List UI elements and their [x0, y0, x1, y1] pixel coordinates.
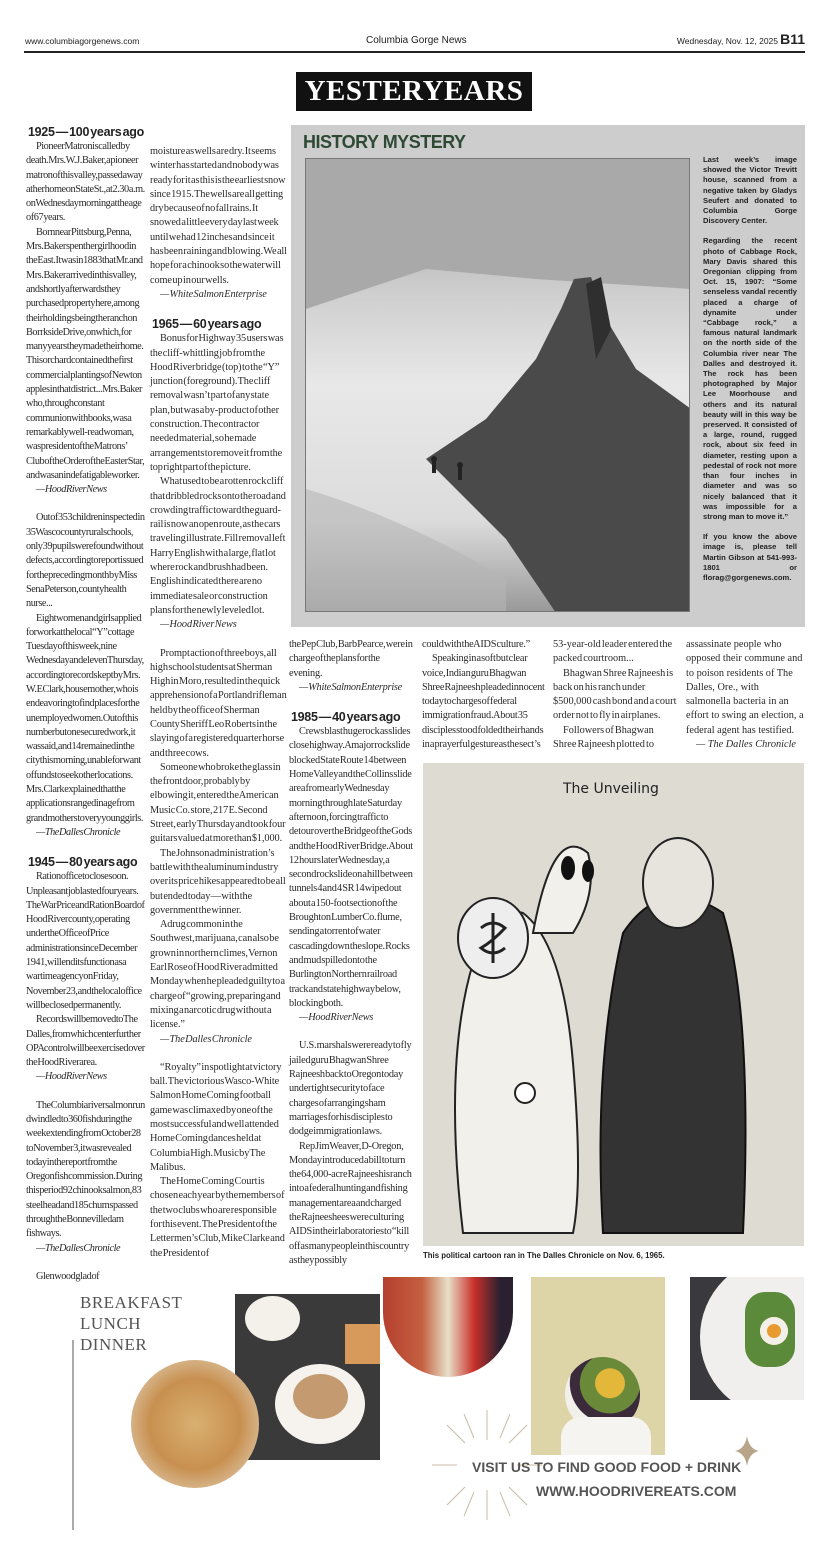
- item-spacer: [150, 302, 287, 316]
- era-heading: 1925 — 100 years ago: [28, 125, 144, 139]
- article-column-2: [150, 145, 287, 1261]
- item-spacer: [150, 1047, 287, 1061]
- page-number: B11: [780, 31, 805, 47]
- article-column-5: [553, 638, 677, 752]
- mystery-paragraph: Regarding the recent photo of Cabbage Rock, Mary Davis shared this Oregonian clipping from Oct. 15, 1907: “Some senseless vandal recently placed a charge of dynamite under “Cabbage rock,” a famous natural landmark on the north side of the Columbia river near The Dalles and destroyed it. The rock has been photographed by Major Lee Moorhouse and others and its natural beauty will in this way be preserved. It consisted of a large, round, rugged rock, about six feed in diameter, resting upon a pedestal of rock not more than four inches in diameter and was so nicely balanced that it was impossible for a strong man to move it.”: [703, 236, 797, 521]
- cartoon-title: The Unveiling: [563, 781, 659, 797]
- item-spacer: [26, 497, 145, 511]
- source-attribution: — The Dalles Chronicle: [36, 826, 121, 838]
- era-heading: 1945 — 80 years ago: [28, 855, 138, 870]
- article-paragraph: Glenwood glad of: [36, 1270, 100, 1282]
- article-paragraph: What used to be a rotten rock cliff that dribbled rocks onto the road and crowding traffic toward the guard-rail is now an open route, as the cars traveling illustrate. Fill removal left Harry English with a large, flat lot where rock and brush had been. English indicated there are no immediate sale or construction plans for the newly leveled lot.: [150, 476, 286, 616]
- item-spacer: [26, 1256, 145, 1270]
- source-attribution: — The Dalles Chronicle: [160, 1033, 252, 1045]
- header-rule: [24, 51, 805, 53]
- era-heading: 1985 — 40 years ago: [291, 710, 401, 725]
- source-attribution: — White Salmon Enterprise: [299, 681, 403, 693]
- article-paragraph: Bonus for Highway 35 users was the cliff-whittling job from the Hood River bridge (top) to the “Y” junction (foreground). The cliff removal wasn’t part of any state plan, but was a by-product of other construction. The contractor needed material, so he made arrangements to remove it from the top right part of the picture.: [150, 333, 284, 473]
- article-paragraph: Followers of Bhagwan Shree Rajneesh plotted to: [553, 724, 655, 751]
- article-paragraph: “Royalty” in spotlight at victory ball. The victorious Wasco-White Salmon Home Coming football game was climaxed by one of the most successful and well attended Home Coming dances held at Columbia High. Music by The Malibus.: [150, 1061, 282, 1173]
- article-paragraph: Someone who broke the glass in the front door, probably by elbowing it, entered the American Music Co. store, 217 E. Second Street, early Thursday and took four guitars valued at more than $1,000.: [150, 761, 286, 845]
- article-paragraph: Records will be moved to The Dalles, from which center further OPA control will be exercised over the Hood River area.: [26, 1014, 145, 1069]
- article-paragraph: Out of 353 children inspected in 35 Wasco county rural schools, only 39 pupils were found without defects, according to report issued for the preceding month b y Miss Sena Peterson, county health nurse...: [26, 512, 145, 610]
- pasta-photo: [131, 1360, 259, 1488]
- cartoon-caption: This political cartoon ran in The Dalles Chronicle on Nov. 6, 1965.: [423, 1251, 665, 1260]
- source-attribution: — The Dalles Chronicle: [36, 1242, 121, 1254]
- source-attribution: — The Dalles Chronicle: [696, 739, 797, 751]
- grain-bowl-photo: [531, 1277, 665, 1455]
- ad-word-dinner: DINNER: [80, 1335, 148, 1354]
- ad-website-link[interactable]: WWW.HOODRIVEREATS.COM: [536, 1483, 737, 1499]
- source-attribution: — Hood River News: [160, 619, 237, 631]
- item-spacer: [289, 1025, 413, 1039]
- item-spacer: [26, 1085, 145, 1099]
- article-paragraph: Speaking in a soft but clear voice, Indian guru Bhagwan Shree Rajneesh pleaded innocent today to charges of federal immigration fraud. About 35 disciples stood folded their hands in a prayerful gesture as the sect’s: [422, 653, 545, 751]
- source-attribution: — White Salmon Enterprise: [160, 288, 267, 300]
- source-attribution: — Hood River News: [36, 1071, 107, 1083]
- newspaper-name: Columbia Gorge News: [366, 35, 467, 46]
- article-paragraph: 53-year-old leader entered the packed courtroom...: [553, 639, 673, 665]
- article-paragraph: could with the AIDS culture.”: [422, 639, 531, 650]
- article-paragraph: U.S. marshals were ready to fly jailed guru Bhagwan Shree Rajneesh back to Oregon today under tight security to face charges of arranging sham marriages for his disciples to dodge immigration laws.: [289, 1040, 412, 1138]
- political-cartoon: [423, 763, 804, 1246]
- article-paragraph: assassinate people who opposed their commune and to poison residents of The Dalles, Ore., with salmonella bacteria in an effort to swing an election, a federal agent has testified.: [686, 639, 804, 736]
- article-paragraph: Prompt action of three boys, all high school students at Sherman High in Moro, resulted in the quick apprehension of a Portland rifleman held by the office of Sherman County Sheriff Leo Roberts in the slaying of a registered quarter horse and three cows.: [150, 647, 287, 759]
- article-column-1: [26, 124, 145, 1284]
- article-paragraph: Rep Jim Weaver, D-Oregon, Monday introduced a bill to turn the 64,000-acre Rajneeshis ranch into a federal hunting and fishing management area and charged the Rajneeshees were culturing AIDS in their laboratories to “kill off as many people in this country as they possibly: [289, 1140, 412, 1266]
- history-mystery-title: HISTORY MYSTERY: [303, 132, 466, 152]
- source-attribution: — Hood River News: [36, 484, 107, 496]
- history-mystery-text: [703, 155, 797, 593]
- ad-tagline: VISIT US TO FIND GOOD FOOD + DRINK: [472, 1459, 742, 1475]
- item-spacer: [150, 633, 287, 647]
- avocado-toast-photo: [690, 1277, 804, 1400]
- article-column-4: [422, 638, 546, 752]
- article-paragraph: Bhagwan Shree Rajneesh is back on his ranch under $500,000 cash bond and a court order not to fly in airplanes.: [553, 667, 677, 722]
- article-paragraph: Pioneer Matron is called by death. Mrs. W. J. Baker, a pioneer matron of this valley, passed away at her home on State St., at 2.30 a.m. on Wednesday morning at the age of 67 years.: [26, 141, 145, 224]
- section-banner: YESTERYEARS: [296, 72, 532, 111]
- article-paragraph: The Columbia river salmon run dwindled to 360 fish during the week extending from October 28 to November 3, it was revealed today in the report from the Oregon fish commission. During this period 92 chinook salmon, 83 steelhead and 185 chums passed through the Bonneville dam fishways.: [26, 1099, 145, 1240]
- ad-divider: [72, 1340, 74, 1530]
- article-column-6: [686, 638, 806, 752]
- article-paragraph: Eight women and girls applied for work at the local “Y” cottage Tuesday of this week, nine Wednesday and eleven Thursday, according to records kept by Mrs. W. E Clark, house mother, who is endeavoring to find places for the unemployed women. Out of this number but one secured work, it was said, and 14 remained in the city this morning, unable for want of funds to seek other locations. Mrs. Clark explained that the applications ranged in age from grandmothers to very young girls.: [26, 612, 144, 824]
- article-paragraph: moisture as wells are dry. It seems winter has started and nobody was ready for it as this is the earliest snow since 1915. The wells are all getting dry because of no fall rains. It snowed a little every day last week until we had 12 inches and since it has been raining and blowing. We all hope for a chinook so the water will come up in our wells.: [150, 146, 287, 286]
- item-spacer: [289, 695, 413, 709]
- mystery-photo: [305, 158, 690, 612]
- article-paragraph: Crews blast huge rock as slides close highway. A major rockslide blocked State Route 14 between Home Valley and the Collins slide area from early Wednesday morning through late Saturday afternoon, forcing traffic to detour over the Bridge of the Gods and the Hood River Bridge. About 12 hours later Wednesday, a second rockslide on a hill between tunnels 4 and 4 SR 14 wiped out about a 150-foot section of the Broughton Lumber Co. flume, sending a torrent of water cascading down the slope. Rocks and mud spilled onto the Burlington Northern railroad track and state highway below, blocking both.: [289, 726, 413, 1009]
- item-spacer: [26, 840, 145, 854]
- article-paragraph: The Home Coming Court is chosen each year by the members of the two clubs who are responsible for this event. The President of the Lettermen’s Club, Mike Clarke and the President of: [150, 1176, 285, 1259]
- article-paragraph: Ration office to close soon. Unpleasant job lasted four years. The War Price and Ration Board of Hood River county, operating under the Office of Price administration since December 1941, will end its function as a wartime agency on Friday, November 23, and the local office will be closed permanently.: [26, 871, 145, 1011]
- mystery-paragraph: Last week’s image showed the Victor Trevitt house, scanned from a negative taken by Gladys Seufert and donated to Columbia Gorge Discovery Center.: [703, 155, 797, 226]
- ad-word-breakfast: BREAKFAST: [80, 1293, 183, 1312]
- ad-word-lunch: LUNCH: [80, 1314, 142, 1333]
- article-paragraph: A drug common in the Southwest, marijuana, can also be grown in northern climes, Vernon Earl Rose of Hood River admitted Monday when he pleaded guilty to a charge of “growing, preparing and mixing a narcotic drug without a license.”: [150, 919, 286, 1031]
- article-paragraph: The Johnson administration’s battle with the aluminum industry over its price hikes appeared to be all but ended today — with the government the winner.: [150, 847, 286, 916]
- fruit-bowl-photo: [383, 1277, 513, 1377]
- source-attribution: — Hood River News: [299, 1012, 374, 1024]
- article-paragraph: the Pep Club, Barb Pearce, were in charge of the plans for the evening.: [289, 639, 413, 679]
- issue-date: Wednesday, Nov. 12, 2025: [676, 36, 778, 46]
- article-paragraph: Born near Pittsburg, Penna, Mrs. Baker spent her girlhood in the East. It was in 1883 that Mr. and Mrs. Baker arrived in this valley, and shortly afterwards they purchased property here, among their holdings being the ranch on Borrkside Drive, on which, for many years they made their home. This orchard contained the first commercial plantings of Newton apples in that district...Mrs. Baker who, through constant communion with books, was a remarkably well-read woman, was president of the Matrons’ Club of the Order of the Easter Star, and was an indefatigable worker.: [26, 226, 145, 481]
- website-url[interactable]: www.columbiagorgenews.com: [25, 36, 140, 46]
- article-column-3: [289, 638, 413, 1268]
- mystery-paragraph: If you know the above image is, please tell Martin Gibson at 541-993-1801 or florag@gorgenews.com.: [703, 532, 797, 582]
- era-heading: 1965 — 60 years ago: [152, 317, 262, 332]
- history-mystery-box: [291, 125, 805, 627]
